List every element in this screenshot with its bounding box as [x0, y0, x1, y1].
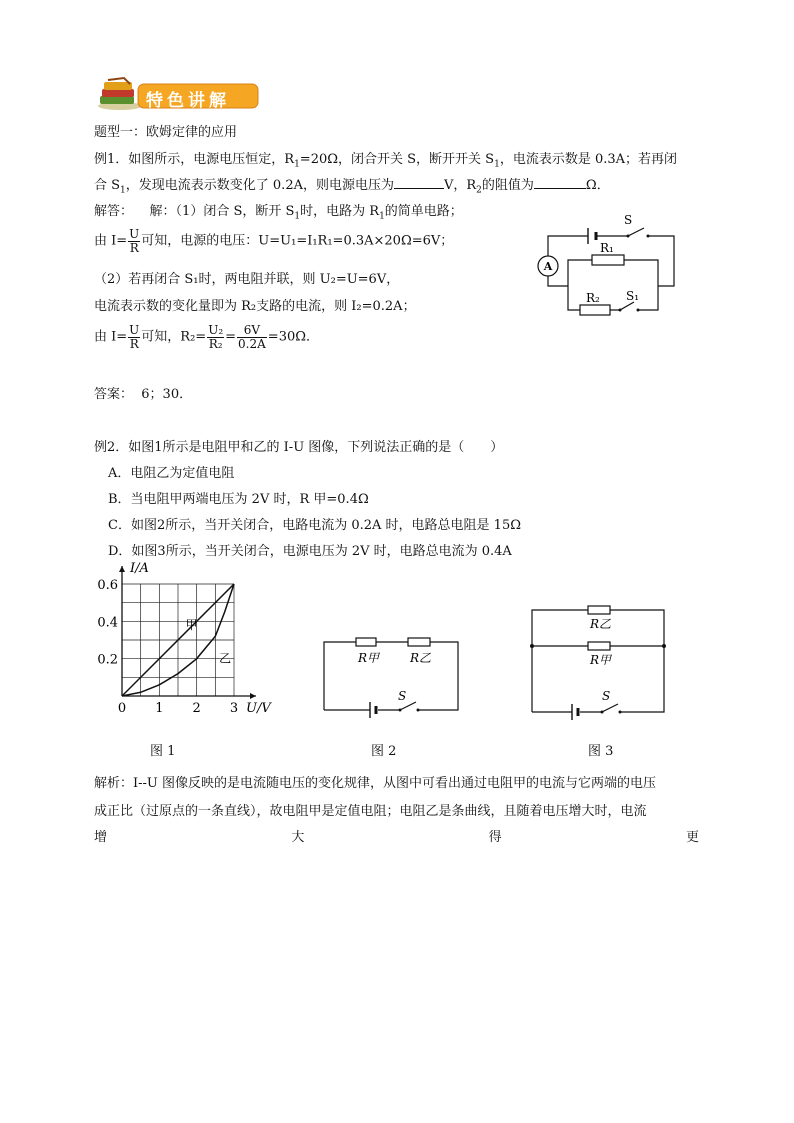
answer-blank-resistance [534, 177, 586, 189]
ex2-option-a: A．电阻乙为定值电阻 [108, 466, 235, 481]
ex1-question-line1: 例1．如图所示，电源电压恒定，$R_1=20\Omega$，闭合开关 S，断开开关 $S_1$，电流表示数是 0.3A；若再闭 [94, 152, 678, 170]
caption-fig2: 图 2 [371, 744, 397, 759]
fig2-switch-label: S [398, 689, 407, 703]
r1-label: R₁ [600, 241, 614, 255]
series-label-jia: 甲 [185, 617, 198, 632]
analysis-word: 增 [94, 830, 108, 845]
y-tick-label: 0.6 [97, 578, 118, 593]
x-tick-label: 3 [229, 701, 239, 716]
ex2-option-c: C．如图2所示，当开关闭合，电路电流为 0.2A 时，电路总电阻是 15Ω [108, 518, 521, 533]
x-tick-label: 2 [192, 701, 201, 716]
header-badge [94, 76, 260, 112]
y-axis-arrow-icon [119, 566, 125, 572]
analysis-line3 [94, 826, 699, 845]
caption-fig1: 图 1 [150, 744, 176, 759]
caption-fig3: 图 3 [588, 744, 614, 759]
y-tick-label: 0.2 [97, 652, 118, 668]
ex2-option-d: D．如图3所示，当开关闭合，电源电压为 2V 时，电路总电流为 0.4A [108, 544, 512, 559]
fig3-switch-label: S [602, 689, 611, 703]
ex1-solution-line3: （2）若再闭合 S₁时，两电阻并联，则 U₂=U=6V， [94, 272, 400, 287]
analysis-word: 大 [291, 830, 305, 845]
analysis-line2: 成正比（过原点的一条直线），故电阻甲是定值电阻；电阻乙是条曲线，且随着电压增大时，电流 [94, 804, 647, 819]
switch-s-label: S [624, 213, 633, 227]
x-axis-label: U/V [246, 701, 271, 716]
badge-label: 特色讲解 [146, 91, 230, 111]
ex2-question: 例2．如图1所示是电阻甲和乙的 I-U 图像，下列说法正确的是（ ） [94, 440, 504, 455]
fig3-r-jia-label: R甲 [590, 653, 612, 667]
r2-label: R₂ [586, 291, 600, 305]
ex2-option-b: B．当电阻甲两端电压为 2V 时，R 甲=0.4Ω [108, 492, 369, 507]
ex1-solution-line5: 由 I= $\frac{U}{R}$ 可知，R₂= $\frac{\text{U₂}}{\text{R₂}}$ = $\frac{6V}{0.2A}$ =30Ω． [94, 323, 320, 351]
ex1-solution-line4: 电流表示数的变化量即为 R₂支路的电流，则 I₂=0.2A； [94, 299, 416, 314]
answer-blank-voltage [394, 177, 444, 189]
analysis-word: 更 [685, 830, 699, 845]
ex1-solution-line2: 由 I= $\frac{U}{R}$ 可知，电源的电压：U=U₁=I₁R₁=0.3A×20Ω=6V； [94, 227, 454, 255]
iu-chart [90, 560, 271, 720]
ex1-question-line2: 合 $S_1$，发现电流表示数变化了 0.2A，则电源电压为 V，$R_2$的阻值为 Ω． [94, 178, 610, 196]
analysis-line1: 解析：I--U 图像反映的是电流随电压的变化规律，从图中可看出通过电阻甲的电流与它两端的电压 [94, 776, 657, 791]
fig2-r-yi-label: R乙 [410, 651, 432, 665]
x-axis-arrow-icon [250, 693, 256, 699]
x-tick-label: 0 [117, 701, 127, 716]
circuit-figure-3 [528, 600, 668, 720]
switch-s1-label: S₁ [626, 289, 640, 303]
fig3-r-yi-label: R乙 [590, 617, 612, 631]
series-label-yi: 乙 [219, 651, 232, 666]
analysis-word: 得 [488, 830, 502, 845]
ex1-answer: 答案： 6；30． [94, 387, 193, 402]
ex1-solution-line1: 解答： 解：（1）闭合 S，断开 $S_1$时，电路为 $R_1$的简单电路； [94, 204, 463, 222]
x-tick-label: 1 [155, 701, 164, 716]
y-axis-label: I/A [130, 561, 149, 576]
ammeter-label: A [543, 260, 553, 273]
circuit-diagram-ex1 [530, 210, 690, 322]
fig2-r-jia-label: R甲 [358, 651, 380, 665]
y-tick-label: 0.4 [97, 615, 118, 631]
section-title: 题型一：欧姆定律的应用 [94, 125, 238, 140]
circuit-figure-2 [318, 630, 463, 720]
